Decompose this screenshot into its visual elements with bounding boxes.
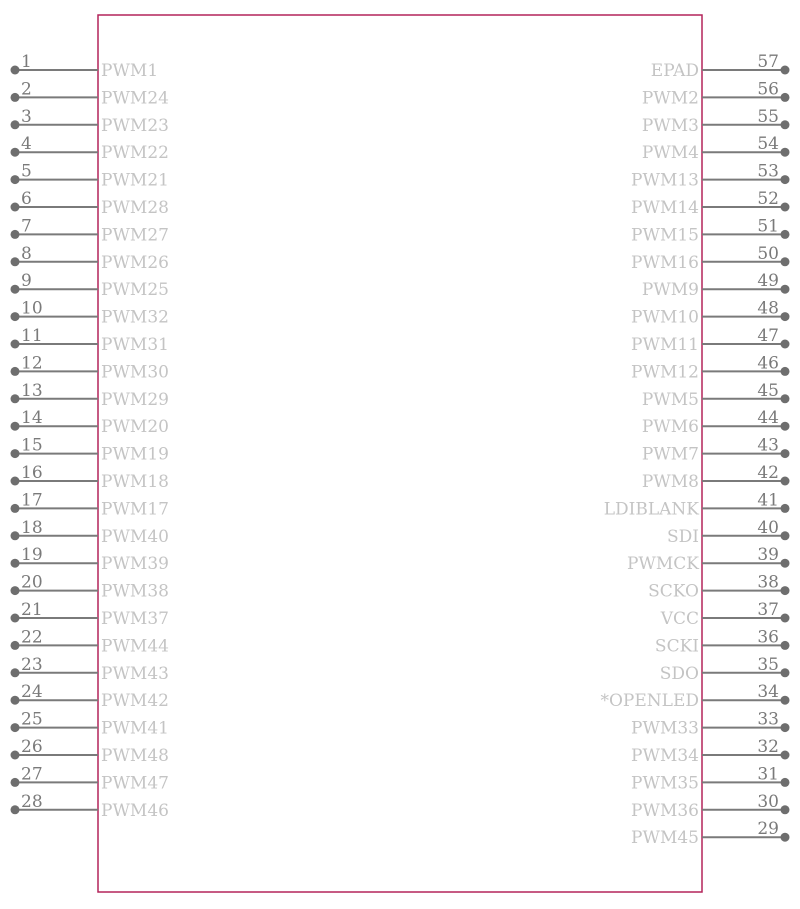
pin-36-number: 36 <box>757 627 779 648</box>
pin-49-number: 49 <box>757 271 779 292</box>
pin-49-name: PWM9 <box>641 280 699 301</box>
pin-6-number: 6 <box>21 189 32 209</box>
pin-26-terminal <box>11 751 20 760</box>
pin-14-terminal <box>11 422 20 431</box>
pin-24-terminal <box>11 696 20 705</box>
pin-17-number: 17 <box>21 490 43 511</box>
pin-17-terminal <box>11 504 20 513</box>
pin-40-number: 40 <box>757 517 779 538</box>
pin-28-number: 28 <box>21 791 43 812</box>
pin-20-terminal <box>11 586 20 595</box>
pin-15-number: 15 <box>21 435 43 456</box>
pin-10-name: PWM32 <box>101 307 169 328</box>
pin-11-number: 11 <box>21 326 43 346</box>
pin-44-name: PWM6 <box>641 417 699 438</box>
pin-35-terminal <box>781 668 790 677</box>
pin-50-number: 50 <box>757 243 779 264</box>
pin-36-terminal <box>781 641 790 650</box>
pin-12-terminal <box>11 367 20 376</box>
pin-23-name: PWM43 <box>101 663 169 684</box>
pin-22-number: 22 <box>21 627 43 648</box>
pin-50-terminal <box>781 257 790 266</box>
pin-43-name: PWM7 <box>641 444 699 465</box>
pin-57-number: 57 <box>757 52 779 72</box>
pin-19-terminal <box>11 559 20 568</box>
pin-7-number: 7 <box>21 216 32 237</box>
pin-4-number: 4 <box>21 134 32 155</box>
pin-34-name: *OPENLED <box>600 691 699 712</box>
pin-20-name: PWM38 <box>101 581 169 602</box>
pin-25-number: 25 <box>21 709 43 730</box>
pin-21-name: PWM37 <box>101 609 169 629</box>
pin-4-terminal <box>11 148 20 157</box>
pin-56-name: PWM2 <box>641 88 699 109</box>
pin-9-number: 9 <box>21 271 32 292</box>
pin-38-terminal <box>781 586 790 595</box>
pin-22-terminal <box>11 641 20 650</box>
pin-3-name: PWM23 <box>101 115 169 136</box>
pin-45-name: PWM5 <box>641 389 699 410</box>
component-body-outline <box>98 15 702 892</box>
pin-48-name: PWM10 <box>631 307 699 328</box>
pin-8-terminal <box>11 257 20 266</box>
pin-34-number: 34 <box>757 682 779 703</box>
pin-39-number: 39 <box>757 545 779 566</box>
pin-48-terminal <box>781 312 790 321</box>
pin-15-name: PWM19 <box>101 444 169 465</box>
pin-51-terminal <box>781 230 790 239</box>
pin-16-terminal <box>11 477 20 486</box>
pin-23-terminal <box>11 668 20 677</box>
pin-31-terminal <box>781 778 790 787</box>
pin-12-name: PWM30 <box>101 362 169 383</box>
pin-6-terminal <box>11 203 20 212</box>
pin-14-name: PWM20 <box>101 417 169 438</box>
pin-31-name: PWM35 <box>631 773 699 794</box>
pin-37-number: 37 <box>757 600 779 620</box>
pin-18-name: PWM40 <box>101 526 169 547</box>
pin-5-name: PWM21 <box>101 170 169 191</box>
pin-31-number: 31 <box>757 764 779 785</box>
pin-36-name: SCKI <box>654 636 699 657</box>
pin-16-number: 16 <box>21 463 43 483</box>
pin-29-terminal <box>781 833 790 842</box>
pin-33-terminal <box>781 723 790 732</box>
pin-17-name: PWM17 <box>101 499 169 520</box>
pin-42-name: PWM8 <box>641 472 699 492</box>
pin-30-name: PWM36 <box>631 800 699 821</box>
pin-43-number: 43 <box>757 435 779 456</box>
pin-15-terminal <box>11 449 20 458</box>
pin-56-number: 56 <box>757 79 779 100</box>
pin-3-number: 3 <box>21 106 32 127</box>
pin-8-number: 8 <box>21 243 32 264</box>
pin-11-name: PWM31 <box>101 335 169 355</box>
pin-53-number: 53 <box>757 161 779 182</box>
pin-27-number: 27 <box>21 764 43 785</box>
pin-35-number: 35 <box>757 654 779 675</box>
pin-38-number: 38 <box>757 572 779 593</box>
pin-54-name: PWM4 <box>641 143 699 164</box>
pin-48-number: 48 <box>757 298 779 319</box>
pin-30-terminal <box>781 805 790 814</box>
pin-33-name: PWM33 <box>631 718 699 739</box>
pin-46-number: 46 <box>757 353 779 374</box>
pin-21-number: 21 <box>21 600 43 620</box>
pin-52-terminal <box>781 203 790 212</box>
pin-27-terminal <box>11 778 20 787</box>
pin-29-name: PWM45 <box>631 828 699 849</box>
pin-43-terminal <box>781 449 790 458</box>
pin-50-name: PWM16 <box>631 252 699 273</box>
pin-24-number: 24 <box>21 682 43 703</box>
pin-55-terminal <box>781 120 790 129</box>
pin-10-number: 10 <box>21 298 43 319</box>
pin-32-name: PWM34 <box>631 746 699 766</box>
pin-33-number: 33 <box>757 709 779 730</box>
pin-18-number: 18 <box>21 517 43 538</box>
pin-45-terminal <box>781 394 790 403</box>
pin-32-terminal <box>781 751 790 760</box>
pin-49-terminal <box>781 285 790 294</box>
pin-51-name: PWM15 <box>631 225 699 246</box>
pin-52-name: PWM14 <box>631 198 699 218</box>
pin-26-number: 26 <box>21 737 43 757</box>
pin-28-name: PWM46 <box>101 800 169 821</box>
pin-47-name: PWM11 <box>631 335 699 355</box>
pin-2-terminal <box>11 93 20 102</box>
pin-47-terminal <box>781 340 790 349</box>
pin-47-number: 47 <box>757 326 779 346</box>
pin-37-terminal <box>781 614 790 623</box>
pin-38-name: SCKO <box>648 581 699 602</box>
pin-39-terminal <box>781 559 790 568</box>
pin-46-terminal <box>781 367 790 376</box>
pin-46-name: PWM12 <box>631 362 699 383</box>
pin-41-terminal <box>781 504 790 513</box>
pin-30-number: 30 <box>757 791 779 812</box>
pin-14-number: 14 <box>21 408 43 429</box>
pin-1-name: PWM1 <box>101 61 159 81</box>
pin-20-number: 20 <box>21 572 43 593</box>
pin-42-terminal <box>781 477 790 486</box>
pin-55-number: 55 <box>757 106 779 127</box>
pin-3-terminal <box>11 120 20 129</box>
pin-25-name: PWM41 <box>101 718 169 739</box>
pin-2-number: 2 <box>21 79 32 100</box>
pin-9-terminal <box>11 285 20 294</box>
pin-19-number: 19 <box>21 545 43 566</box>
pin-40-name: SDI <box>667 526 699 547</box>
pin-2-name: PWM24 <box>101 88 169 109</box>
pin-29-number: 29 <box>757 819 779 840</box>
pin-11-terminal <box>11 340 20 349</box>
pin-9-name: PWM25 <box>101 280 169 301</box>
pin-16-name: PWM18 <box>101 472 169 492</box>
pin-55-name: PWM3 <box>641 115 699 136</box>
pin-41-number: 41 <box>757 490 779 511</box>
pin-6-name: PWM28 <box>101 198 169 218</box>
pin-8-name: PWM26 <box>101 252 169 273</box>
pin-54-terminal <box>781 148 790 157</box>
pin-56-terminal <box>781 93 790 102</box>
pin-44-number: 44 <box>757 408 779 429</box>
pin-53-name: PWM13 <box>631 170 699 191</box>
pin-57-name: EPAD <box>650 61 699 81</box>
pin-23-number: 23 <box>21 654 43 675</box>
pin-44-terminal <box>781 422 790 431</box>
pin-28-terminal <box>11 805 20 814</box>
pin-54-number: 54 <box>757 134 779 155</box>
pin-51-number: 51 <box>757 216 779 237</box>
pin-12-number: 12 <box>21 353 43 374</box>
pin-5-terminal <box>11 175 20 184</box>
pin-52-number: 52 <box>757 189 779 209</box>
pin-34-terminal <box>781 696 790 705</box>
pin-42-number: 42 <box>757 463 779 483</box>
pin-41-name: LDIBLANK <box>603 499 699 520</box>
pin-22-name: PWM44 <box>101 636 169 657</box>
pin-1-terminal <box>11 66 20 75</box>
pin-37-name: VCC <box>660 609 699 629</box>
pin-53-terminal <box>781 175 790 184</box>
pin-32-number: 32 <box>757 737 779 757</box>
pin-13-terminal <box>11 394 20 403</box>
pin-5-number: 5 <box>21 161 32 182</box>
pin-27-name: PWM47 <box>101 773 169 794</box>
pin-57-terminal <box>781 66 790 75</box>
pin-39-name: PWMCK <box>626 554 699 575</box>
pin-13-name: PWM29 <box>101 389 169 410</box>
pin-7-name: PWM27 <box>101 225 169 246</box>
pin-21-terminal <box>11 614 20 623</box>
pin-25-terminal <box>11 723 20 732</box>
pin-18-terminal <box>11 531 20 540</box>
pin-40-terminal <box>781 531 790 540</box>
pin-26-name: PWM48 <box>101 746 169 766</box>
pin-4-name: PWM22 <box>101 143 169 164</box>
pin-19-name: PWM39 <box>101 554 169 575</box>
pin-7-terminal <box>11 230 20 239</box>
pin-10-terminal <box>11 312 20 321</box>
pin-24-name: PWM42 <box>101 691 169 712</box>
pin-45-number: 45 <box>757 380 779 401</box>
pin-13-number: 13 <box>21 380 43 401</box>
pin-1-number: 1 <box>21 52 32 72</box>
pin-35-name: SDO <box>659 663 699 684</box>
